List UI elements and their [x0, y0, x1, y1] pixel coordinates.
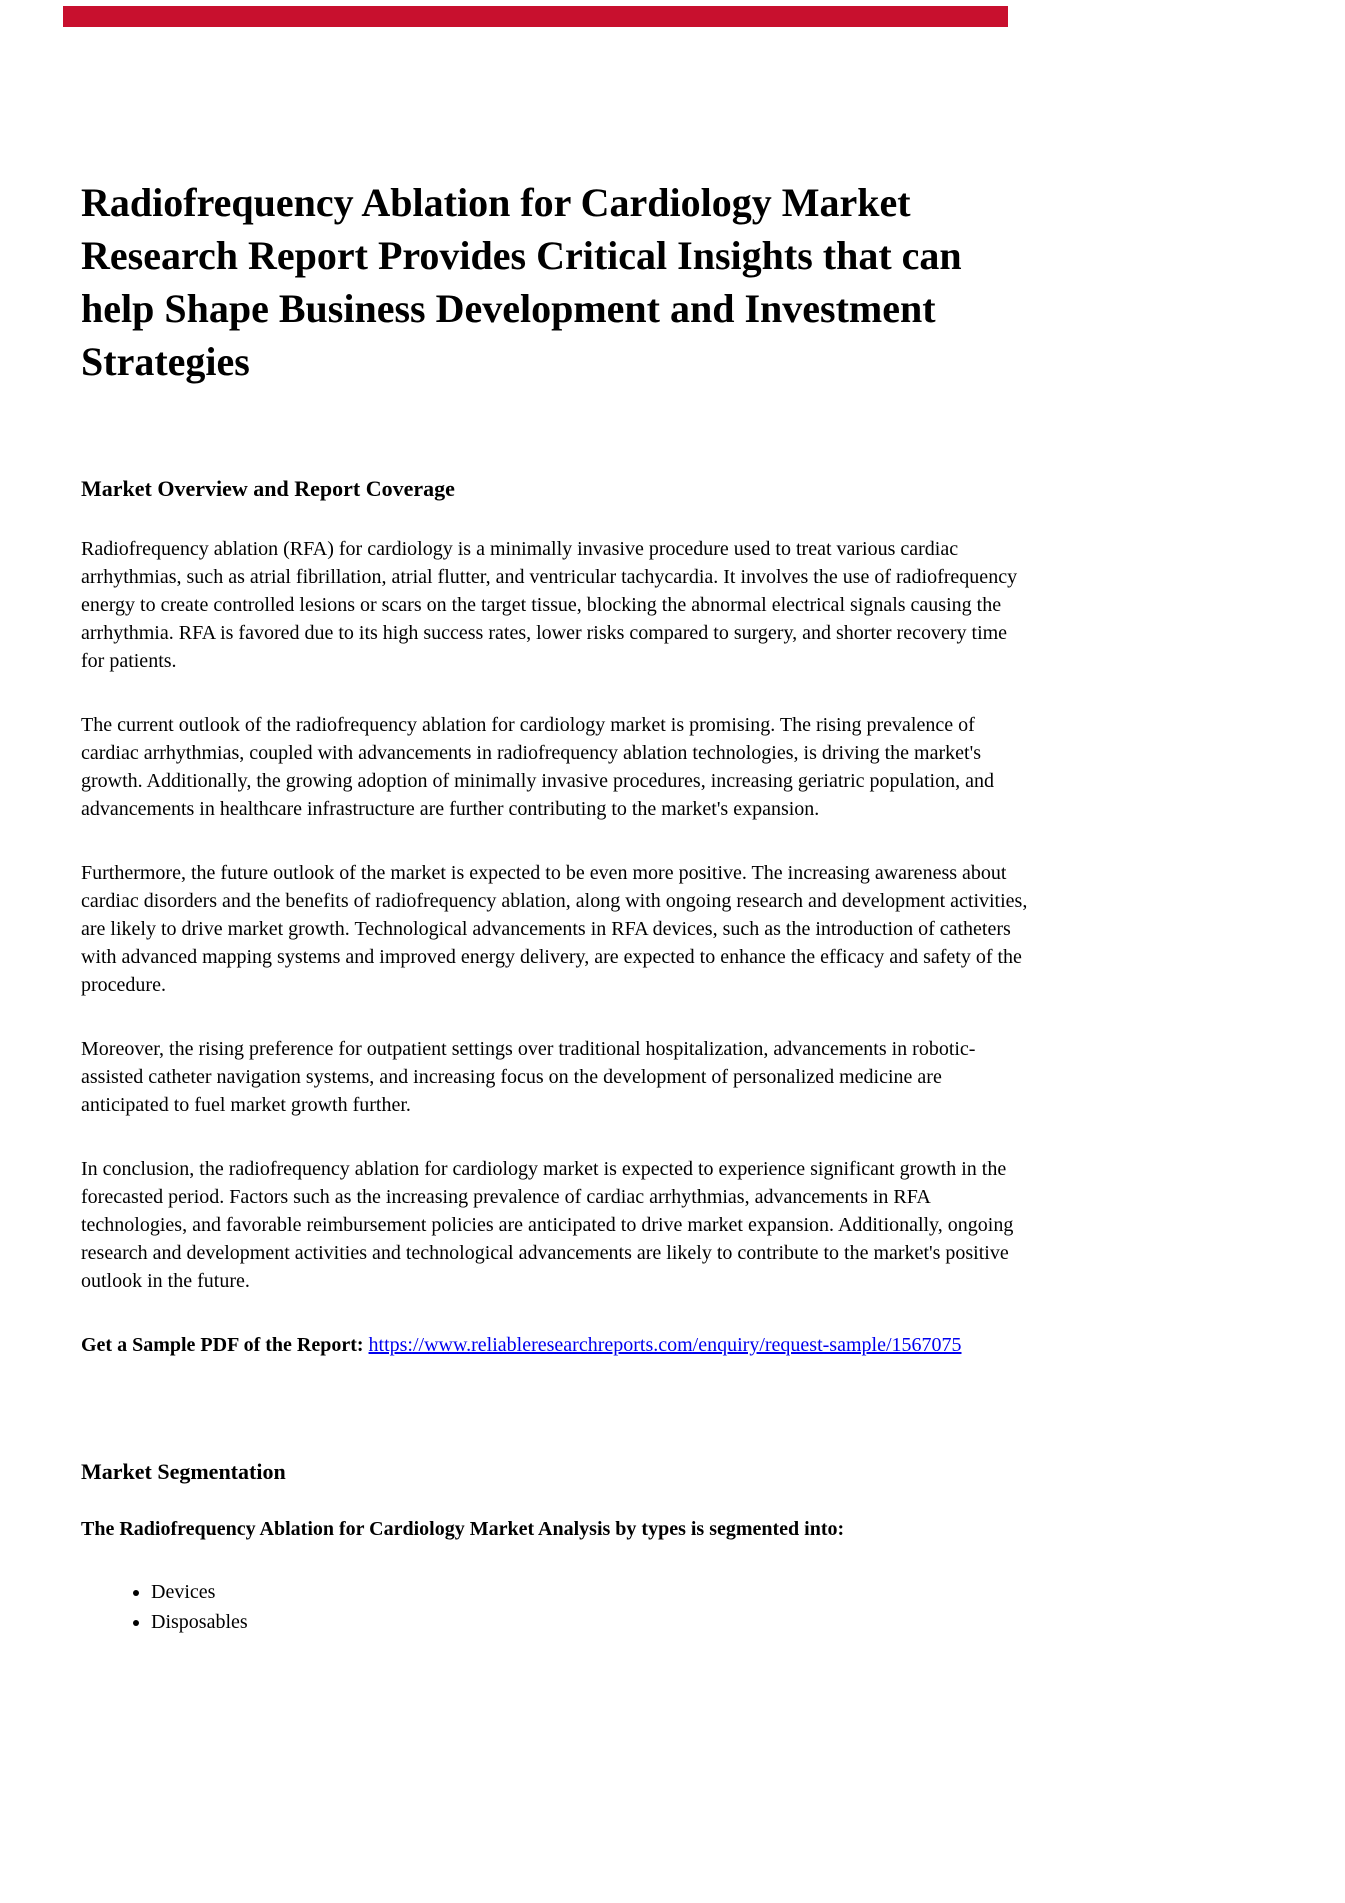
list-item-devices: • Devices — [151, 1577, 1031, 1607]
overview-paragraph-1: Radiofrequency ablation (RFA) for cardiology is a minimally invasive procedure used to treat various cardiac arrhythmias, such as atrial fibrillation, atrial flutter, and ventricular tachycardia. It involves the use of radiofrequency energy to create controlled lesions or scars on the target tissue, blocking the abnormal electrical signals causing the arrhythmia. RFA is favored due to its high success rates, lower risks compared to surgery, and shorter recovery time for patients. — [81, 538, 1018, 672]
section-heading-segmentation: Market Segmentation — [81, 1459, 286, 1484]
article-content — [81, 0, 1031, 1637]
segmentation-type-list — [81, 1577, 1031, 1637]
page-title: Radiofrequency Ablation for Cardiology Market Research Report Provides Critical Insights that can help Shape Business Development and Investment Strategies — [81, 180, 962, 384]
sample-request-link[interactable]: https://www.reliableresearchreports.com/enquiry/request-sample/1567075 — [368, 1334, 962, 1356]
overview-paragraph-4: Moreover, the rising preference for outpatient settings over traditional hospitalization, advancements in robotic-assisted catheter navigation systems, and increasing focus on the development of personalized medicine are anticipated to fuel market growth further. — [81, 1038, 976, 1116]
overview-paragraph-2: The current outlook of the radiofrequency ablation for cardiology market is promising. The rising prevalence of cardiac arrhythmias, coupled with advancements in radiofrequency ablation technologies, is driving the market's growth. Additionally, the growing adoption of minimally invasive procedures, increasing geriatric population, and advancements in healthcare infrastructure are further contributing to the market's expansion. — [81, 714, 994, 820]
overview-paragraph-3: Furthermore, the future outlook of the market is expected to be even more positive. The increasing awareness about cardiac disorders and the benefits of radiofrequency ablation, along with ongoing research and development activities, are likely to drive market growth. Technological advancements in RFA devices, such as the introduction of catheters with advanced mapping systems and improved energy delivery, are expected to enhance the efficacy and safety of the procedure. — [81, 862, 1028, 996]
segmentation-types-lead: The Radiofrequency Ablation for Cardiology Market Analysis by types is segmented into: — [81, 1518, 845, 1540]
sample-cta-line — [81, 1331, 1031, 1359]
overview-paragraph-5: In conclusion, the radiofrequency ablation for cardiology market is expected to experience significant growth in the forecasted period. Factors such as the increasing prevalence of cardiac arrhythmias, advancements in RFA technologies, and favorable reimbursement policies are anticipated to drive market expansion. Additionally, ongoing research and development activities and technological advancements are likely to contribute to the market's positive outlook in the future. — [81, 1158, 1014, 1292]
sample-cta-label: Get a Sample PDF of the Report: — [81, 1334, 364, 1356]
section-heading-overview: Market Overview and Report Coverage — [81, 476, 455, 501]
list-item-disposables: • Disposables — [151, 1607, 1031, 1637]
